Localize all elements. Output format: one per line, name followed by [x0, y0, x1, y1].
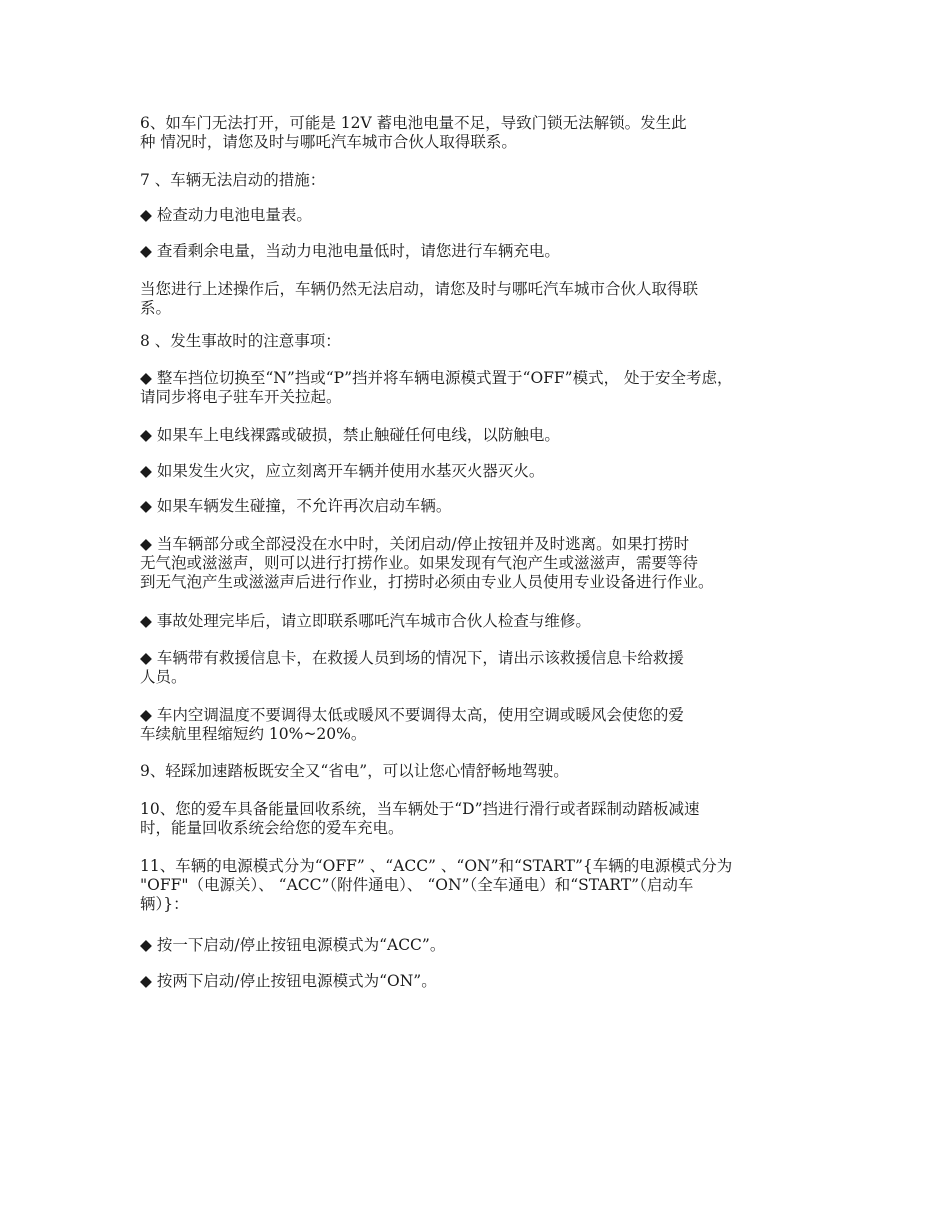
paragraph-heading-7: [140, 171, 808, 190]
text-line: 系。: [140, 299, 172, 317]
text-line: 无气泡或滋滋声，则可以进行打捞作业。如果发现有气泡产生或滋滋声，需要等待: [140, 554, 699, 572]
text-line: ◆ 按两下启动/停止按钮电源模式为“ON”。: [140, 972, 437, 990]
paragraph-bullet: [140, 706, 808, 744]
text-line: 人员。: [140, 668, 187, 686]
paragraph-heading-11: [140, 857, 808, 914]
text-line: ◆ 整车挡位切换至“N”挡或“P”挡并将车辆电源模式置于“OFF”模式， 处于安全考虑，: [140, 369, 733, 387]
text-line: ◆ 检查动力电池电量表。: [140, 206, 312, 224]
text-line: ◆ 查看剩余电量，当动力电池电量低时，请您进行车辆充电。: [140, 242, 560, 260]
text-line: 车续航里程缩短约 10%~20%。: [140, 725, 367, 743]
text-line: ◆ 如果发生火灾，应立刻离开车辆并使用水基灭火器灭火。: [140, 462, 545, 480]
text-line: 到无气泡产生或滋滋声后进行作业，打捞时必须由专业人员使用专业设备进行作业。: [140, 573, 714, 591]
text-line: 8 、发生事故时的注意事项：: [140, 332, 341, 350]
paragraph-bullet: [140, 206, 808, 225]
text-line: ◆ 按一下启动/停止按钮电源模式为“ACC”。: [140, 936, 446, 954]
text-line: 当您进行上述操作后，车辆仍然无法启动，请您及时与哪吒汽车城市合伙人取得联: [140, 280, 699, 298]
text-line: 辆）}：: [140, 895, 189, 913]
text-line: 11、车辆的电源模式分为“OFF” 、“ACC” 、“ON”和“START”{车辆的电源模式分为: [140, 857, 733, 875]
paragraph-bullet: [140, 497, 808, 516]
paragraph-bullet: [140, 426, 808, 445]
paragraph-heading-9: [140, 762, 808, 781]
paragraph-heading-8: [140, 332, 808, 351]
text-line: ◆ 如果车辆发生碰撞，不允许再次启动车辆。: [140, 497, 452, 515]
text-line: ◆ 当车辆部分或全部浸没在水中时，关闭启动/停止按钮并及时逃离。如果打捞时: [140, 535, 690, 553]
paragraph-bullet: [140, 649, 808, 687]
paragraph-bullet: [140, 369, 808, 407]
paragraph-after-operation: [140, 280, 808, 318]
text-line: "OFF"（电源关）、 “ACC”（附件通电）、 “ON”（全车通电）和“START”（启动车: [140, 876, 694, 894]
paragraph-bullet: [140, 462, 808, 481]
paragraph-bullet: [140, 242, 808, 261]
text-line: 9、轻踩加速踏板既安全又“省电”，可以让您心情舒畅地驾驶。: [140, 762, 569, 780]
text-line: 10、您的爱车具备能量回收系统，当车辆处于“D”挡进行滑行或者踩制动踏板减速: [140, 800, 700, 818]
text-line: 7 、车辆无法启动的措施：: [140, 171, 326, 189]
paragraph-bullet: [140, 612, 808, 631]
paragraph-bullet: [140, 972, 808, 991]
text-line: ◆ 车辆带有救援信息卡，在救援人员到场的情况下，请出示该救援信息卡给救援: [140, 649, 684, 667]
text-line: ◆ 如果车上电线裸露或破损，禁止触碰任何电线，以防触电。: [140, 426, 560, 444]
text-line: ◆ 事故处理完毕后，请立即联系哪吒汽车城市合伙人检查与维修。: [140, 612, 591, 630]
text-line: 6、如车门无法打开，可能是 12V 蓄电池电量不足，导致门锁无法解锁。发生此: [140, 114, 687, 132]
text-line: 请同步将电子驻车开关拉起。: [140, 388, 342, 406]
text-line: 时，能量回收系统会给您的爱车充电。: [140, 819, 404, 837]
paragraph-bullet: [140, 535, 808, 592]
paragraph-heading-10: [140, 800, 808, 838]
paragraph-bullet: [140, 936, 808, 955]
text-line: ◆ 车内空调温度不要调得太低或暖风不要调得太高，使用空调或暖风会使您的爱: [140, 706, 684, 724]
paragraph-car-door: [140, 114, 808, 152]
text-line: 种 情况时，请您及时与哪吒汽车城市合伙人取得联系。: [140, 133, 517, 151]
